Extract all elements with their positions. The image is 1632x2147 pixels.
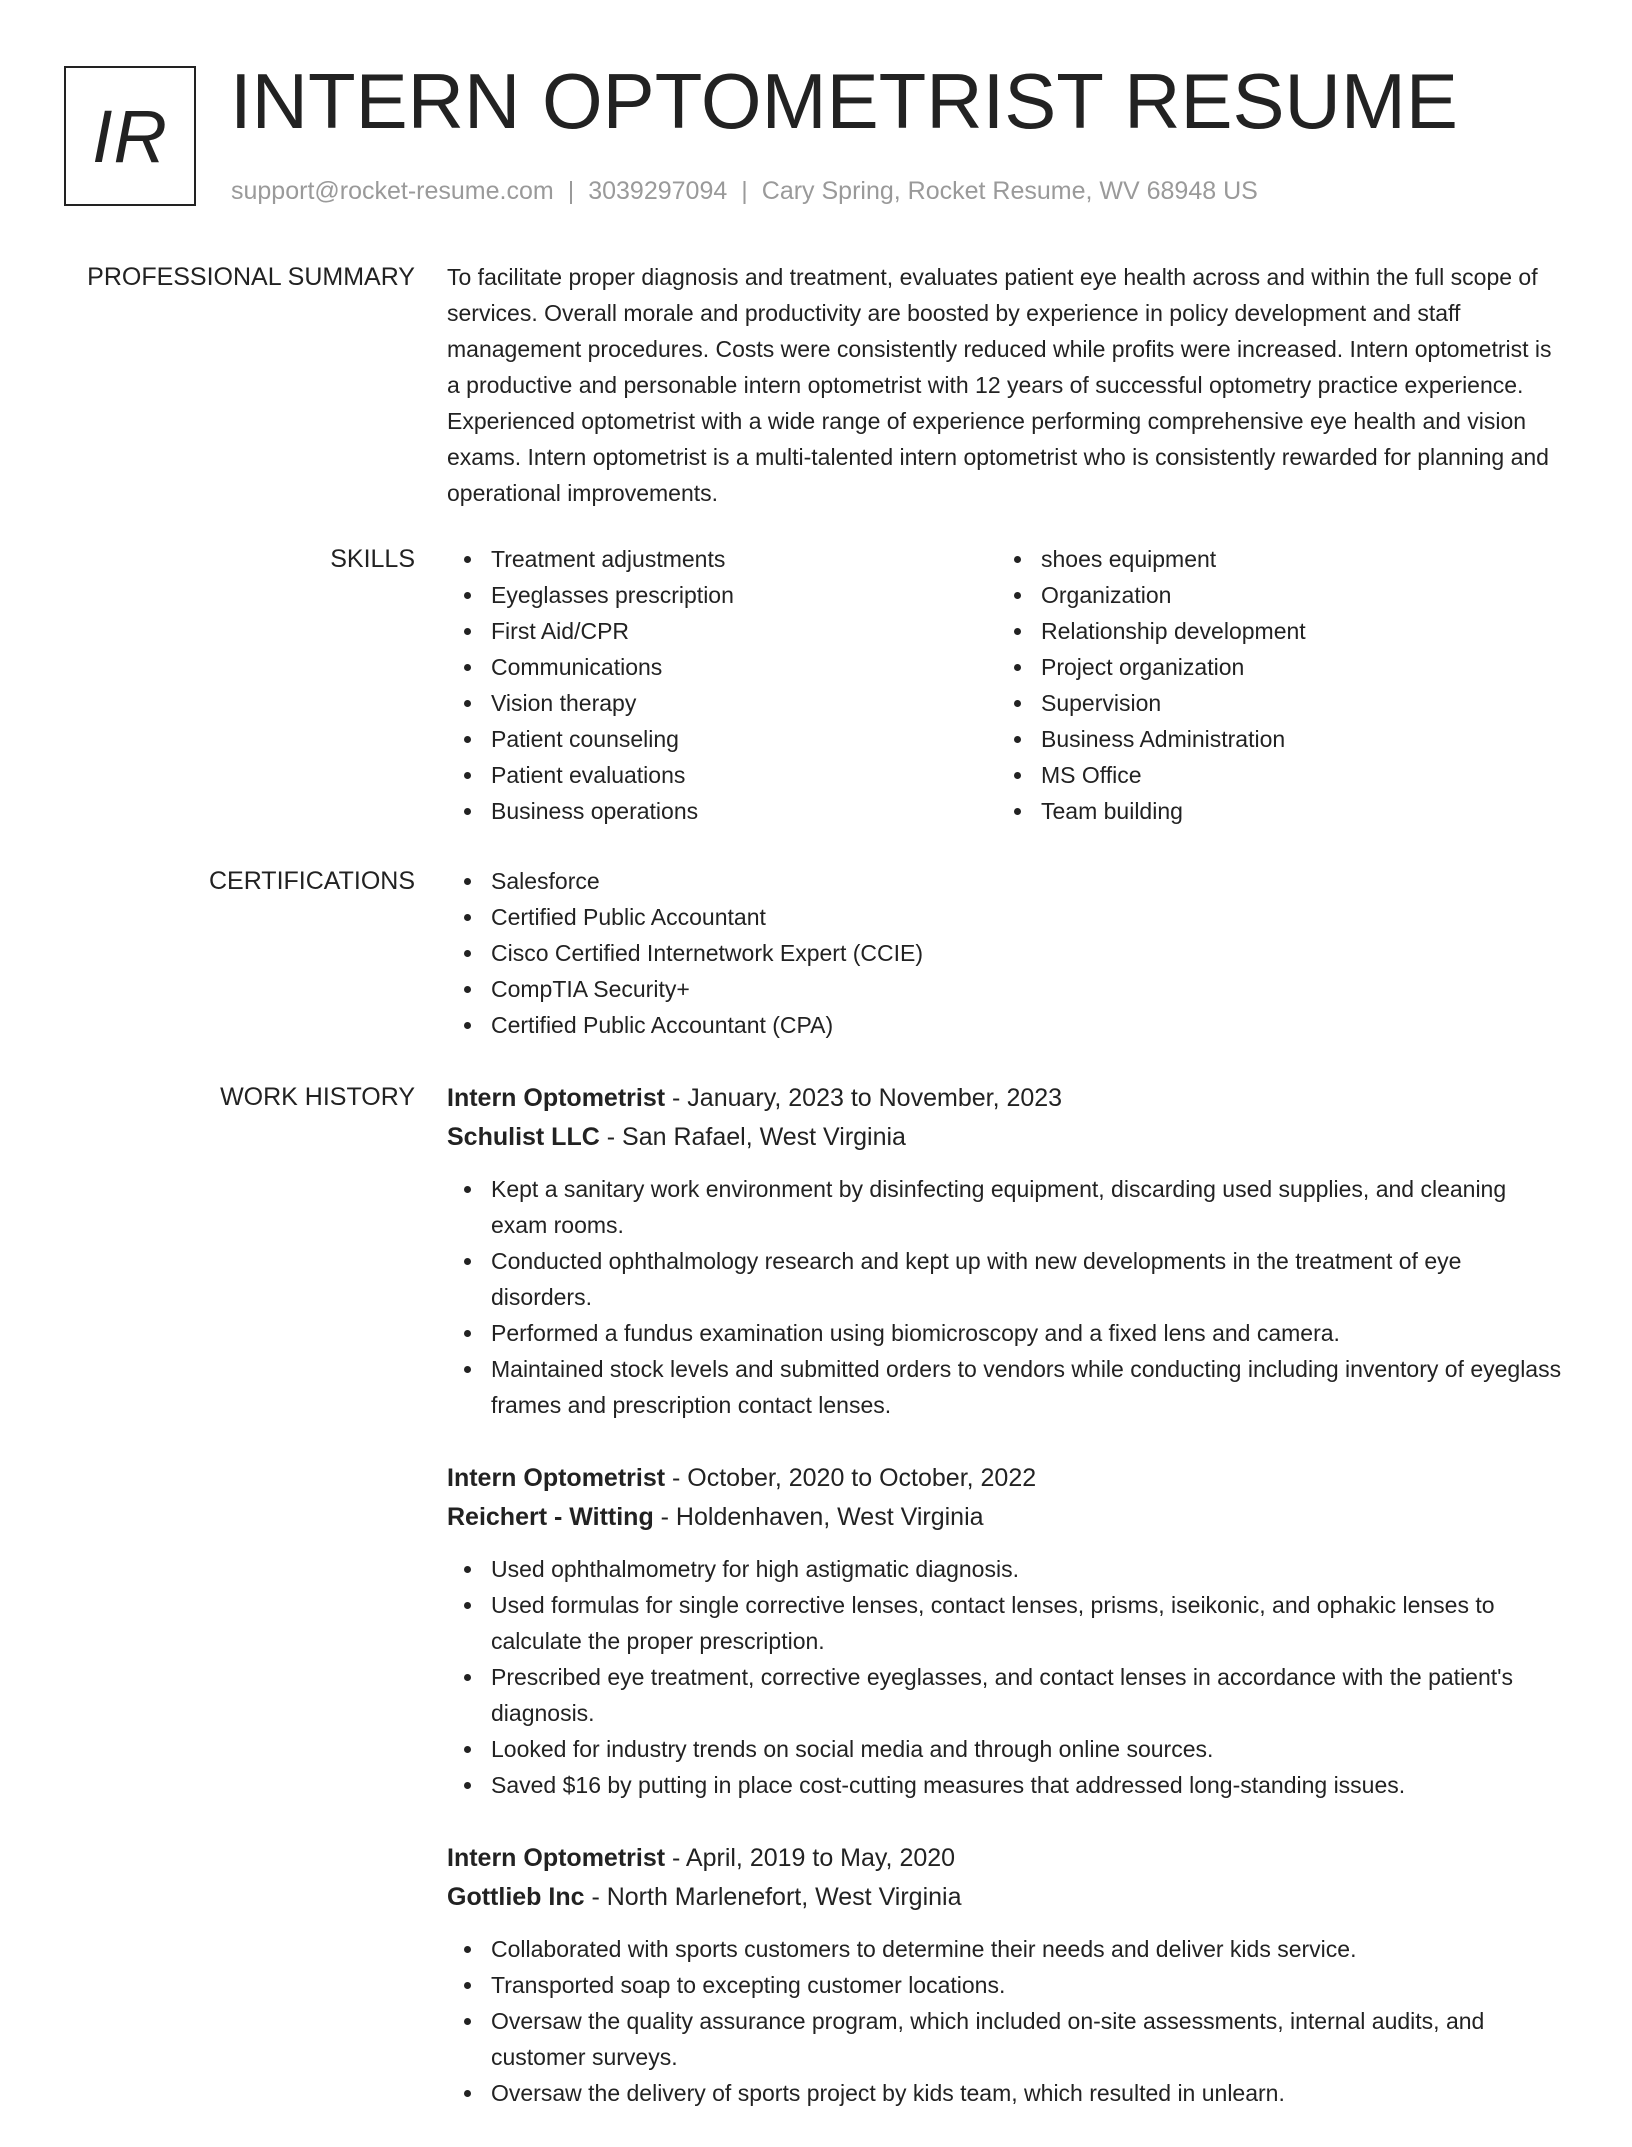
certifications-heading: CERTIFICATIONS — [208, 867, 415, 895]
job-dates: - April, 2019 to May, 2020 — [665, 1844, 956, 1872]
job-company: Schulist LLC — [447, 1123, 600, 1151]
certification-item: CompTIA Security+ — [447, 971, 1565, 1007]
job-bullet: Performed a fundus examination using biomicroscopy and a fixed lens and camera. — [447, 1315, 1565, 1351]
skill-item: Project organization — [997, 649, 1547, 685]
job-dates: - October, 2020 to October, 2022 — [665, 1464, 1037, 1492]
certifications-body — [447, 863, 1565, 1043]
job-title-line — [447, 1839, 1565, 1878]
skills-body — [447, 541, 1565, 829]
summary-body — [447, 259, 1565, 511]
job-bullet: Kept a sanitary work environment by disinfecting equipment, discarding used supplies, and cleaning exam rooms. — [447, 1171, 1565, 1243]
resume-title: INTERN OPTOMETRIST RESUME — [230, 57, 1458, 145]
job-location: - San Rafael, West Virginia — [599, 1123, 906, 1151]
certification-item: Cisco Certified Internetwork Expert (CCIE) — [447, 935, 1565, 971]
job-company-line — [447, 1118, 1565, 1157]
work-history-body — [447, 1079, 1565, 2147]
job-company-line — [447, 1498, 1565, 1537]
job-bullet: Saved $16 by putting in place cost-cutting measures that addressed long-standing issues. — [447, 1767, 1565, 1803]
job-title-line — [447, 1079, 1565, 1118]
job-bullet: Prescribed eye treatment, corrective eyeglasses, and contact lenses in accordance with the patient's diagnosis. — [447, 1659, 1565, 1731]
skills-heading: SKILLS — [330, 545, 415, 573]
job-location: - Holdenhaven, West Virginia — [653, 1503, 984, 1531]
job-bullets — [447, 1171, 1565, 1423]
contact-line — [231, 174, 1258, 208]
job-title: Intern Optometrist — [447, 1844, 666, 1872]
skill-item: Communications — [447, 649, 997, 685]
job-bullet: Used formulas for single corrective lenses, contact lenses, prisms, iseikonic, and ophakic lenses to calculate the proper prescription. — [447, 1587, 1565, 1659]
job-bullet: Conducted ophthalmology research and kept up with new developments in the treatment of eye disorders. — [447, 1243, 1565, 1315]
skill-item: Patient evaluations — [447, 757, 997, 793]
skills-list-left — [447, 541, 997, 829]
skill-item: Relationship development — [997, 613, 1547, 649]
summary-heading: PROFESSIONAL SUMMARY — [87, 263, 415, 291]
job-company: Reichert - Witting — [447, 1503, 654, 1531]
job-bullet: Collaborated with sports customers to determine their needs and deliver kids service. — [447, 1931, 1565, 1967]
job-entry — [447, 1459, 1565, 1803]
skill-item: Treatment adjustments — [447, 541, 997, 577]
job-bullet: Looked for industry trends on social media and through online sources. — [447, 1731, 1565, 1767]
skill-item: Team building — [997, 793, 1547, 829]
skill-item: First Aid/CPR — [447, 613, 997, 649]
job-entry — [447, 1079, 1565, 1423]
job-company-line — [447, 1878, 1565, 1917]
monogram-initials: IR — [92, 94, 168, 178]
skill-item: MS Office — [997, 757, 1547, 793]
skill-item: shoes equipment — [997, 541, 1547, 577]
contact-phone[interactable]: 3039297094 — [588, 177, 728, 205]
skill-item: Supervision — [997, 685, 1547, 721]
skills-list-right — [997, 541, 1547, 829]
job-bullet: Maintained stock levels and submitted orders to vendors while conducting including inventory of eyeglass frames and prescription contact lenses. — [447, 1351, 1565, 1423]
skill-item: Eyeglasses prescription — [447, 577, 997, 613]
job-bullets — [447, 1931, 1565, 2111]
contact-address: Cary Spring, Rocket Resume, WV 68948 US — [761, 177, 1258, 205]
contact-separator: | — [567, 177, 575, 205]
monogram-logo — [64, 66, 196, 206]
job-bullet: Used ophthalmometry for high astigmatic diagnosis. — [447, 1551, 1565, 1587]
job-title: Intern Optometrist — [447, 1084, 666, 1112]
skill-item: Business operations — [447, 793, 997, 829]
skill-item: Organization — [997, 577, 1547, 613]
contact-email[interactable]: support@rocket-resume.com — [231, 177, 554, 205]
job-dates: - January, 2023 to November, 2023 — [665, 1084, 1063, 1112]
job-title: Intern Optometrist — [447, 1464, 666, 1492]
job-bullets — [447, 1551, 1565, 1803]
certification-item: Salesforce — [447, 863, 1565, 899]
job-bullet: Oversaw the delivery of sports project by kids team, which resulted in unlearn. — [447, 2075, 1565, 2111]
certification-item: Certified Public Accountant — [447, 899, 1565, 935]
skill-item: Patient counseling — [447, 721, 997, 757]
summary-text: To facilitate proper diagnosis and treatment, evaluates patient eye health across and within the full scope of services. Overall morale and productivity are boosted by experience in policy development and staff management procedures. Costs were consistently reduced while profits were increased. Intern optometrist is a productive and personable intern optometrist with 12 years of successful optometry practice experience. Experienced optometrist with a wide range of experience performing comprehensive eye health and vision exams. Intern optometrist is a multi-talented intern optometrist who is consistently rewarded for planning and operational improvements. — [447, 264, 1552, 506]
job-bullet: Transported soap to excepting customer locations. — [447, 1967, 1565, 2003]
job-location: - North Marlenefort, West Virginia — [584, 1883, 962, 1911]
job-company: Gottlieb Inc — [447, 1883, 585, 1911]
job-entry — [447, 1839, 1565, 2111]
job-bullet: Oversaw the quality assurance program, which included on-site assessments, internal audits, and customer surveys. — [447, 2003, 1565, 2075]
certification-item: Certified Public Accountant (CPA) — [447, 1007, 1565, 1043]
work-history-heading: WORK HISTORY — [220, 1083, 415, 1111]
contact-separator: | — [741, 177, 748, 205]
certifications-list — [447, 863, 1565, 1043]
job-title-line — [447, 1459, 1565, 1498]
skill-item: Vision therapy — [447, 685, 997, 721]
skill-item: Business Administration — [997, 721, 1547, 757]
